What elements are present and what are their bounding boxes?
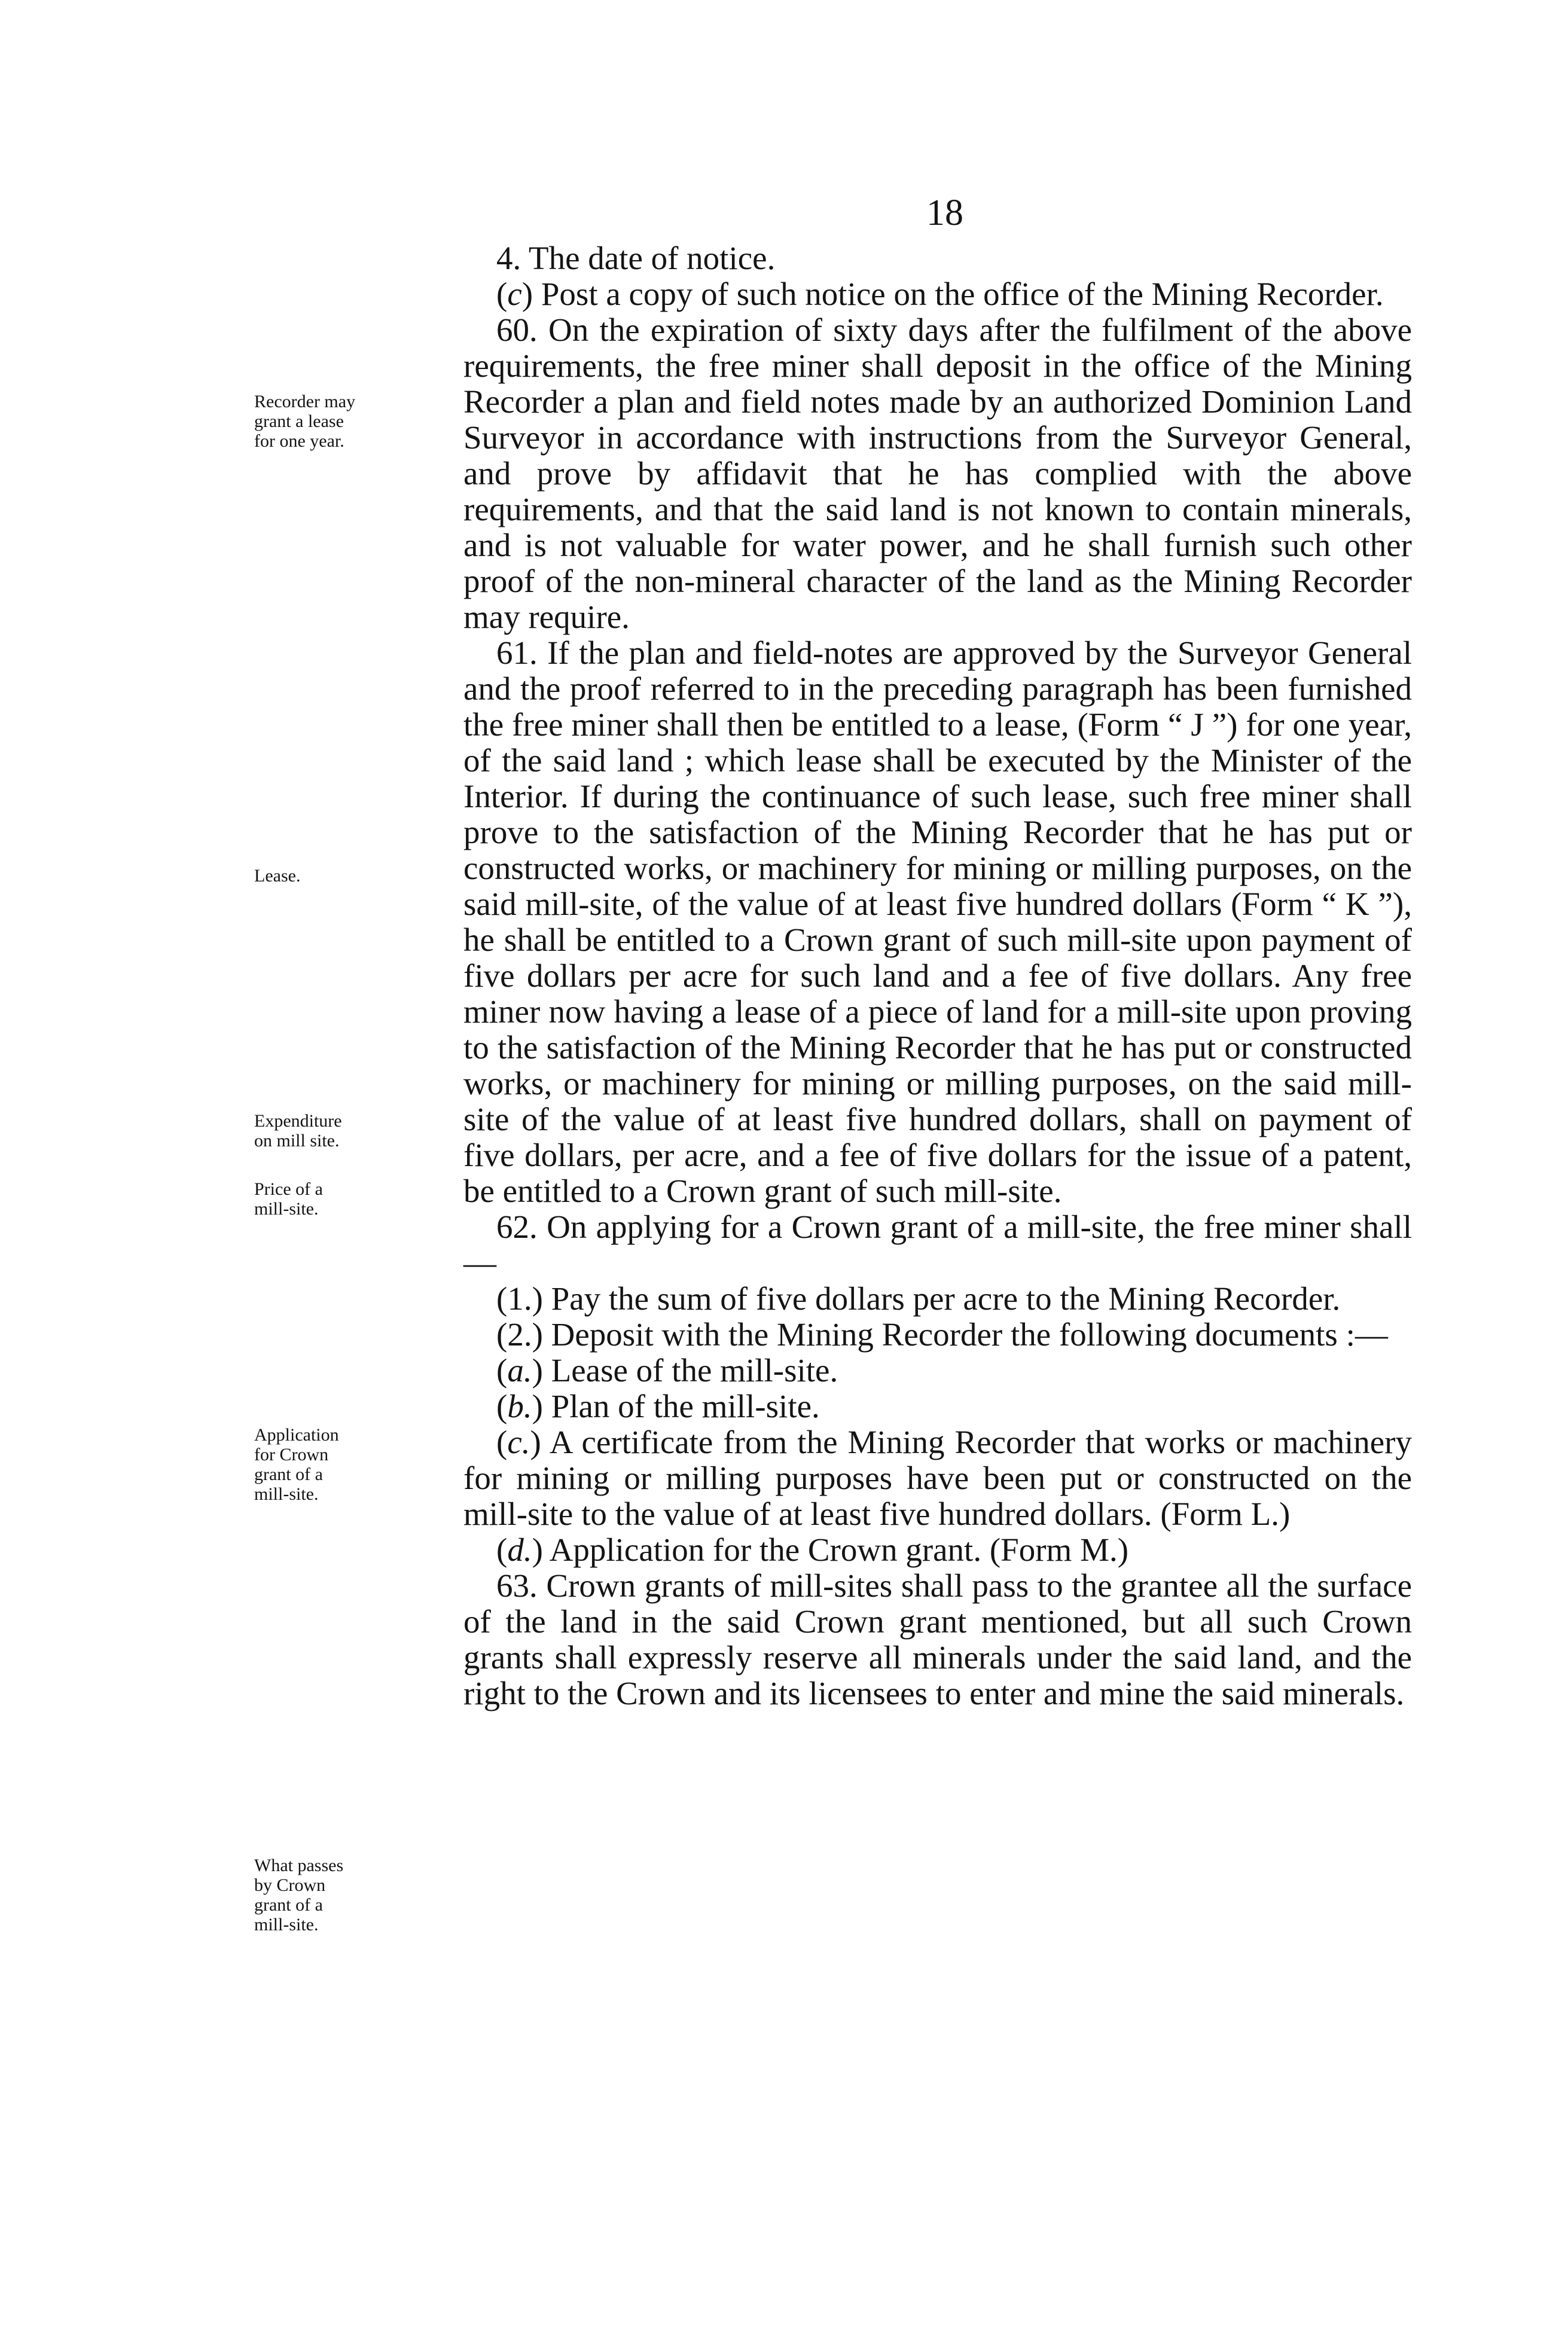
paragraph-text: Post a copy of such notice on the office of the Mining Recorder.	[533, 276, 1384, 312]
margin-note-line: Recorder may	[254, 392, 356, 411]
margin-note-line: mill-site.	[254, 1484, 319, 1504]
paragraph-text: A certificate from the Mining Recorder that works or machinery for mining or milling purposes have been put or constructed on the mill-site to the value of at least five hundred dollars. (Form L.)	[463, 1424, 1412, 1532]
margin-note-line: grant of a	[254, 1895, 323, 1915]
section-62: 62. On applying for a Crown grant of a mill-site, the free miner shall—	[463, 1209, 1412, 1281]
sub-item-label: b.	[507, 1388, 532, 1424]
margin-note-line: What passes	[254, 1856, 344, 1875]
margin-note-lease	[254, 866, 434, 886]
paragraph: (a.) Lease of the mill-site.	[496, 1352, 838, 1389]
paragraph: (2.) Deposit with the Mining Recorder the following documents :—	[496, 1316, 1388, 1353]
section-60: 60. On the expiration of sixty days after the fulfilment of the above requirements, the free miner shall deposit in the office of the Mining Recorder a plan and field notes made by an authorized Dominion Land Surveyor in accordance with instructions from the Surveyor General, and prove by affidavit that he has complied with the above requirements, and that the said land is not known to contain minerals, and is not valuable for water power, and he shall furnish such other proof of the non-mineral character of the land as the Mining Recorder may require.	[463, 312, 1412, 635]
sub-item-label: c.	[507, 1424, 530, 1460]
margin-note-lease-one-year	[254, 392, 434, 451]
margin-note-what-passes	[254, 1856, 434, 1935]
margin-note-line: on mill site.	[254, 1131, 340, 1151]
page-number: 18	[926, 193, 963, 233]
margin-note-line: Lease.	[254, 866, 301, 886]
margin-note-line: for one year.	[254, 431, 344, 451]
paragraph: 4. The date of notice.	[496, 240, 776, 276]
margin-note-line: mill-site.	[254, 1199, 319, 1219]
paragraph-text: Application for the Crown grant. (Form M.)	[542, 1531, 1129, 1568]
paragraph: (c.) A certificate from the Mining Recorder that works or machinery for mining or milling purposes have been put or constructed on the mill-site to the value of at least five hundred dollars. (Form L.)	[463, 1424, 1412, 1532]
section-63: 63. Crown grants of mill-sites shall pass to the grantee all the surface of the land in the said Crown grant mentioned, but all such Crown grants shall expressly reserve all minerals under the said land, and the right to the Crown and its licensees to enter and mine the said minerals.	[463, 1567, 1412, 1711]
paragraph-text: Plan of the mill-site.	[542, 1388, 820, 1424]
margin-note-line: mill-site.	[254, 1915, 319, 1935]
margin-note-application	[254, 1425, 434, 1504]
margin-note-line: by Crown	[254, 1875, 326, 1895]
section-61: 61. If the plan and field-notes are approved by the Surveyor General and the proof referred to in the preceding paragraph has been furnished the free miner shall then be entitled to a lease, (Form “ J ”) for one year, of the said land ; which lease shall be executed by the Minister of the Interior. If during the continuance of such lease, such free miner shall prove to the satisfaction of the Mining Recorder that he has put or constructed works, or machinery for mining or milling purposes, on the said mill-site, of the value of at least five hundred dollars (Form “ K ”), he shall be entitled to a Crown grant of such mill-site upon payment of five dollars per acre for such land and a fee of five dollars. Any free miner now having a lease of a piece of land for a mill-site upon proving to the satisfaction of the Mining Recorder that he has put or constructed works, or machinery for mining or milling purposes, on the said mill-site of the value of at least five hundred dollars, shall on payment of five dollars, per acre, and a fee of five dollars for the issue of a patent, be entitled to a Crown grant of such mill-site.	[463, 634, 1412, 1209]
margin-note-price	[254, 1179, 434, 1219]
sub-item-label: d.	[507, 1531, 532, 1568]
paragraph: (d.) Application for the Crown grant. (Form M.)	[496, 1531, 1129, 1568]
margin-note-line: grant of a	[254, 1464, 323, 1484]
paragraph: (1.) Pay the sum of five dollars per acre to the Mining Recorder.	[496, 1280, 1341, 1317]
body-text	[463, 240, 1412, 1711]
margin-note-line: for Crown	[254, 1445, 329, 1464]
paragraph: (b.) Plan of the mill-site.	[496, 1388, 820, 1424]
paragraph-text: Lease of the mill-site.	[542, 1352, 838, 1389]
sub-item-label: a.	[507, 1352, 532, 1389]
margin-note-line: Application	[254, 1425, 339, 1445]
margin-note-line: grant a lease	[254, 411, 344, 431]
paragraph: (c) Post a copy of such notice on the office of the Mining Recorder.	[496, 276, 1384, 312]
sub-item-label: c	[507, 276, 522, 312]
margin-note-line: Expenditure	[254, 1111, 342, 1131]
margin-note-expenditure	[254, 1111, 434, 1151]
margin-note-line: Price of a	[254, 1179, 323, 1199]
